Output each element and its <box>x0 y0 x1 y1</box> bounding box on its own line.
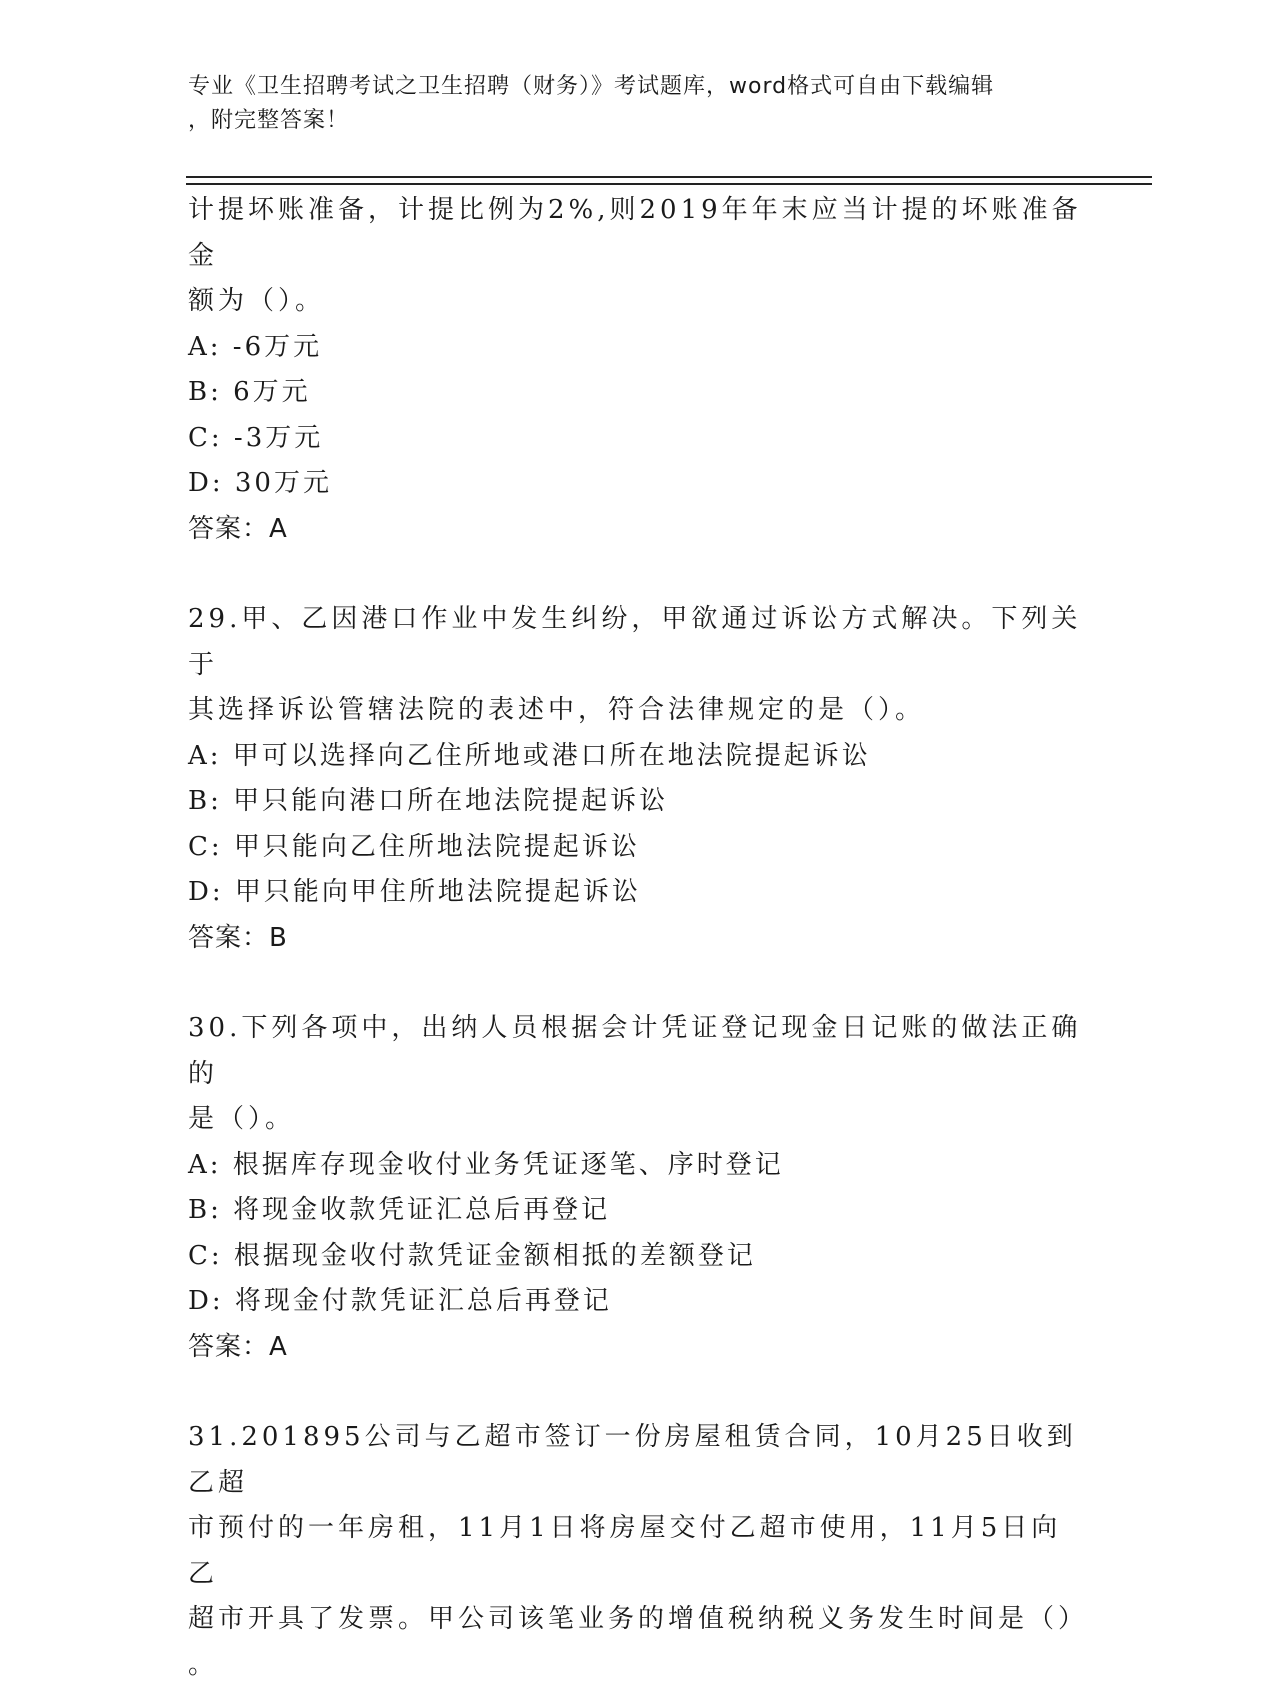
question-stem-line: 。 <box>188 1643 1088 1688</box>
option-a: A: -6万元 <box>188 325 1088 371</box>
question-block <box>188 1415 1088 1688</box>
option-b: B: 甲只能向港口所在地法院提起诉讼 <box>188 779 1088 825</box>
question-stem-line: 超市开具了发票。甲公司该笔业务的增值税纳税义务发生时间是（） <box>188 1597 1088 1643</box>
question-stem-line: 30.下列各项中，出纳人员根据会计凭证登记现金日记账的做法正确的 <box>188 1006 1088 1097</box>
answer-line: 答案：A <box>188 1325 1088 1371</box>
question-stem-line: 是（）。 <box>188 1097 1088 1143</box>
question-stem-line: 31.201895公司与乙超市签订一份房屋租赁合同，10月25日收到乙超 <box>188 1415 1088 1506</box>
answer-line: 答案：B <box>188 916 1088 962</box>
document-header <box>188 70 1088 138</box>
option-b: B: 6万元 <box>188 370 1088 416</box>
option-d: D: 将现金付款凭证汇总后再登记 <box>188 1279 1088 1325</box>
option-a: A: 根据库存现金收付业务凭证逐笔、序时登记 <box>188 1143 1088 1189</box>
question-stem-line: 29.甲、乙因港口作业中发生纠纷，甲欲通过诉讼方式解决。下列关于 <box>188 597 1088 688</box>
option-b: B: 将现金收款凭证汇总后再登记 <box>188 1188 1088 1234</box>
header-line-2: ，附完整答案！ <box>188 104 1088 138</box>
header-divider-top <box>186 176 1152 178</box>
question-stem-line: 其选择诉讼管辖法院的表述中，符合法律规定的是（）。 <box>188 688 1088 734</box>
header-divider-bottom <box>186 183 1152 185</box>
option-c: C: 甲只能向乙住所地法院提起诉讼 <box>188 825 1088 871</box>
option-c: C: 根据现金收付款凭证金额相抵的差额登记 <box>188 1234 1088 1280</box>
document-body <box>188 188 1088 1688</box>
question-block <box>188 188 1088 552</box>
question-stem-line: 计提坏账准备，计提比例为2%,则2019年年末应当计提的坏账准备金 <box>188 188 1088 279</box>
question-stem-line: 额为（）。 <box>188 279 1088 325</box>
question-block <box>188 1006 1088 1370</box>
header-line-1: 专业《卫生招聘考试之卫生招聘（财务）》考试题库，word格式可自由下载编辑 <box>188 70 1088 104</box>
question-block <box>188 597 1088 961</box>
answer-line: 答案：A <box>188 507 1088 553</box>
option-d: D: 甲只能向甲住所地法院提起诉讼 <box>188 870 1088 916</box>
option-a: A: 甲可以选择向乙住所地或港口所在地法院提起诉讼 <box>188 734 1088 780</box>
option-d: D: 30万元 <box>188 461 1088 507</box>
option-c: C: -3万元 <box>188 416 1088 462</box>
question-stem-line: 市预付的一年房租，11月1日将房屋交付乙超市使用，11月5日向乙 <box>188 1506 1088 1597</box>
